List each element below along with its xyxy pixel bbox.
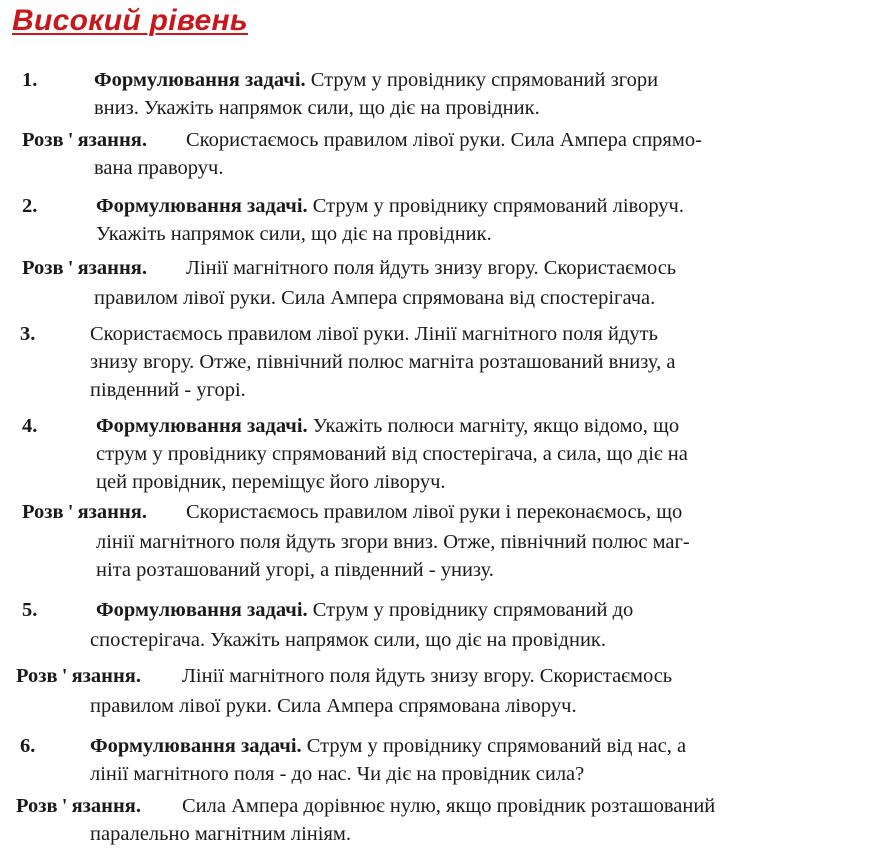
item-2-solution-label: Розв ' язання. bbox=[22, 257, 147, 279]
item-4-solution-line-3: ніта розташований угорі, а південний - унизу. bbox=[96, 559, 494, 581]
item-4-task-line-3: цей провідник, переміщує його ліворуч. bbox=[96, 471, 446, 493]
item-4-solution-line-2: лінії магнітного поля йдуть згори вниз. Отже, північний полюс маг- bbox=[96, 531, 690, 553]
item-1-solution-label: Розв ' язання. bbox=[22, 129, 147, 151]
item-2-solution-line-1: Лінії магнітного поля йдуть знизу вгору. Скористаємось bbox=[186, 257, 677, 279]
item-3-line-1: Скористаємось правилом лівої руки. Лінії магнітного поля йдуть bbox=[90, 323, 658, 345]
item-3-line-2: знизу вгору. Отже, північний полюс магніта розташований внизу, а bbox=[90, 351, 676, 373]
task-text: Струм у провіднику спрямований згори bbox=[310, 69, 659, 91]
item-4-number: 4. bbox=[22, 415, 38, 437]
page-title: Високий рівень bbox=[12, 4, 249, 37]
item-6-number: 6. bbox=[20, 735, 36, 757]
item-5-number: 5. bbox=[22, 599, 38, 621]
item-4-solution-line-1: Скористаємось правилом лівої руки і переконаємось, що bbox=[186, 501, 683, 523]
item-2-number: 2. bbox=[22, 195, 38, 217]
item-2-solution-line-2: правилом лівої руки. Сила Ампера спрямована від спостерігача. bbox=[94, 287, 656, 309]
item-6-solution-line-1: Сила Ампера дорівнює нулю, якщо провідник розташований bbox=[182, 795, 716, 817]
item-1-solution-line-2: вана праворуч. bbox=[94, 157, 224, 179]
item-6-task-line-1: Формулювання задачі. Струм у провіднику спрямований від нас, а bbox=[90, 735, 687, 757]
item-5-solution-line-1: Лінії магнітного поля йдуть знизу вгору. Скористаємось bbox=[182, 665, 673, 687]
item-1-solution-line-1: Скористаємось правилом лівої руки. Сила Ампера спрямо- bbox=[186, 129, 702, 151]
item-6-task-line-2: лінії магнітного поля - до нас. Чи діє на провідник сила? bbox=[90, 763, 585, 785]
item-1-task-line-2: вниз. Укажіть напрямок сили, що діє на провідник. bbox=[94, 97, 540, 119]
item-5-task-line-1: Формулювання задачі. Струм у провіднику спрямований до bbox=[96, 599, 634, 621]
item-5-task-line-2: спостерігача. Укажіть напрямок сили, що діє на провідник. bbox=[90, 629, 607, 651]
task-label: Формулювання задачі. bbox=[94, 69, 306, 91]
item-4-task-line-2: струм у провіднику спрямований від спостерігача, а сила, що діє на bbox=[96, 443, 688, 465]
item-2-task-line-1: Формулювання задачі. Струм у провіднику спрямований ліворуч. bbox=[96, 195, 684, 217]
item-1-number: 1. bbox=[22, 69, 38, 91]
item-3-line-3: південний - угорі. bbox=[90, 379, 246, 401]
item-2-task-line-2: Укажіть напрямок сили, що діє на провідник. bbox=[96, 223, 492, 245]
item-5-solution-label: Розв ' язання. bbox=[16, 665, 141, 687]
item-3-number: 3. bbox=[20, 323, 36, 345]
item-4-task-line-1: Формулювання задачі. Укажіть полюси магніту, якщо відомо, що bbox=[96, 415, 680, 437]
item-1-task-line-1 bbox=[94, 66, 658, 94]
item-6-solution-label: Розв ' язання. bbox=[16, 795, 141, 817]
item-4-solution-label: Розв ' язання. bbox=[22, 501, 147, 523]
item-5-solution-line-2: правилом лівої руки. Сила Ампера спрямована ліворуч. bbox=[90, 695, 577, 717]
item-6-solution-line-2: паралельно магнітним лініям. bbox=[90, 823, 351, 845]
